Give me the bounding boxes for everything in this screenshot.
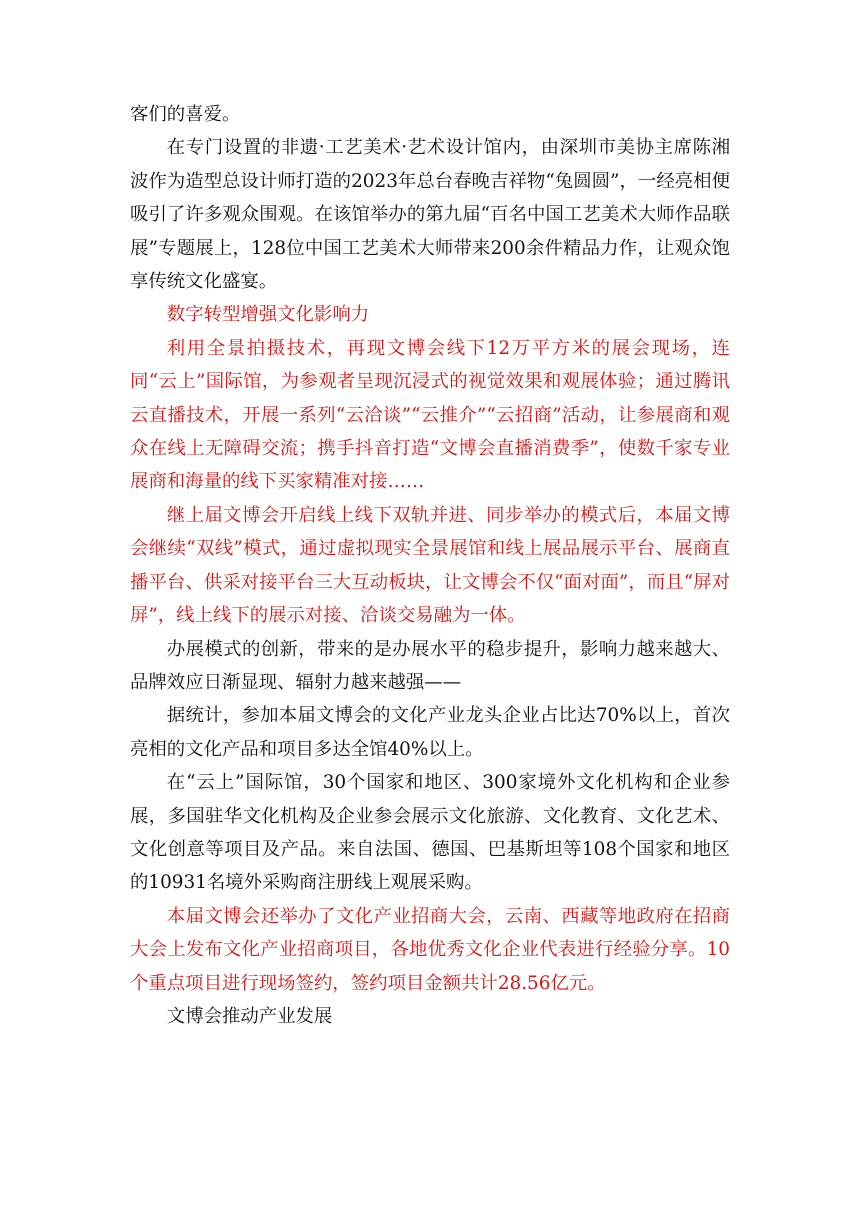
paragraph-innovation: 办展模式的创新，带来的是办展水平的稳步提升，影响力越来越大、品牌效应日渐显现、辐射力越来越强——: [130, 638, 730, 693]
paragraph-investment-conference: 本届文博会还举办了文化产业招商大会，云南、西藏等地政府在招商大会上发布文化产业招商项目，各地优秀文化企业代表进行经验分享。10个重点项目进行现场签约，签约项目金额共计28.56亿元。: [130, 905, 730, 994]
paragraph-statistics: 据统计，参加本届文博会的文化产业龙头企业占比达70%以上，首次亮相的文化产品和项目多达全馆40%以上。: [130, 705, 730, 760]
paragraph-design-hall: 在专门设置的非遗·工艺美术·艺术设计馆内，由深圳市美协主席陈湘波作为造型总设计师打造的2023年总台春晚吉祥物“兔圆圆”，一经亮相便吸引了许多观众围观。在该馆举办的第九届“百名中国工艺美术大师作品联展”专题展上，128位中国工艺美术大师带来200余件精品力作，让观众饱享传统文化盛宴。: [130, 137, 730, 293]
paragraph-panorama-technology: 利用全景拍摄技术，再现文博会线下12万平方米的展会现场，连同“云上”国际馆，为参观者呈现沉浸式的视觉效果和观展体验；通过腾讯云直播技术，开展一系列“云洽谈”“云推介”“云招商”活动，让参展商和观众在线上无障碍交流；携手抖音打造“文博会直播消费季”，使数千家专业展商和海量的线下买家精准对接……: [130, 337, 730, 493]
paragraph-dual-track-mode: 继上届文博会开启线上线下双轨并进、同步举办的模式后，本届文博会继续“双线”模式，通过虚拟现实全景展馆和线上展品展示平台、展商直播平台、供采对接平台三大互动板块，让文博会不仅“面对面”，而且“屏对屏”，线上线下的展示对接、洽谈交易融为一体。: [130, 504, 730, 627]
section-heading-industry-development: 文博会推动产业发展: [166, 1005, 333, 1027]
paragraph-continuation: 客们的喜爱。: [130, 104, 241, 125]
paragraph-international-hall: 在“云上”国际馆，30个国家和地区、300家境外文化机构和企业参展，多国驻华文化机构及企业参会展示文化旅游、文化教育、文化艺术、文化创意等项目及产品。来自法国、德国、巴基斯坦等108个国家和地区的10931名境外采购商注册线上观展采购。: [130, 772, 730, 894]
section-heading-digital-transformation: 数字转型增强文化影响力: [166, 304, 370, 326]
document-page: [130, 98, 730, 1033]
